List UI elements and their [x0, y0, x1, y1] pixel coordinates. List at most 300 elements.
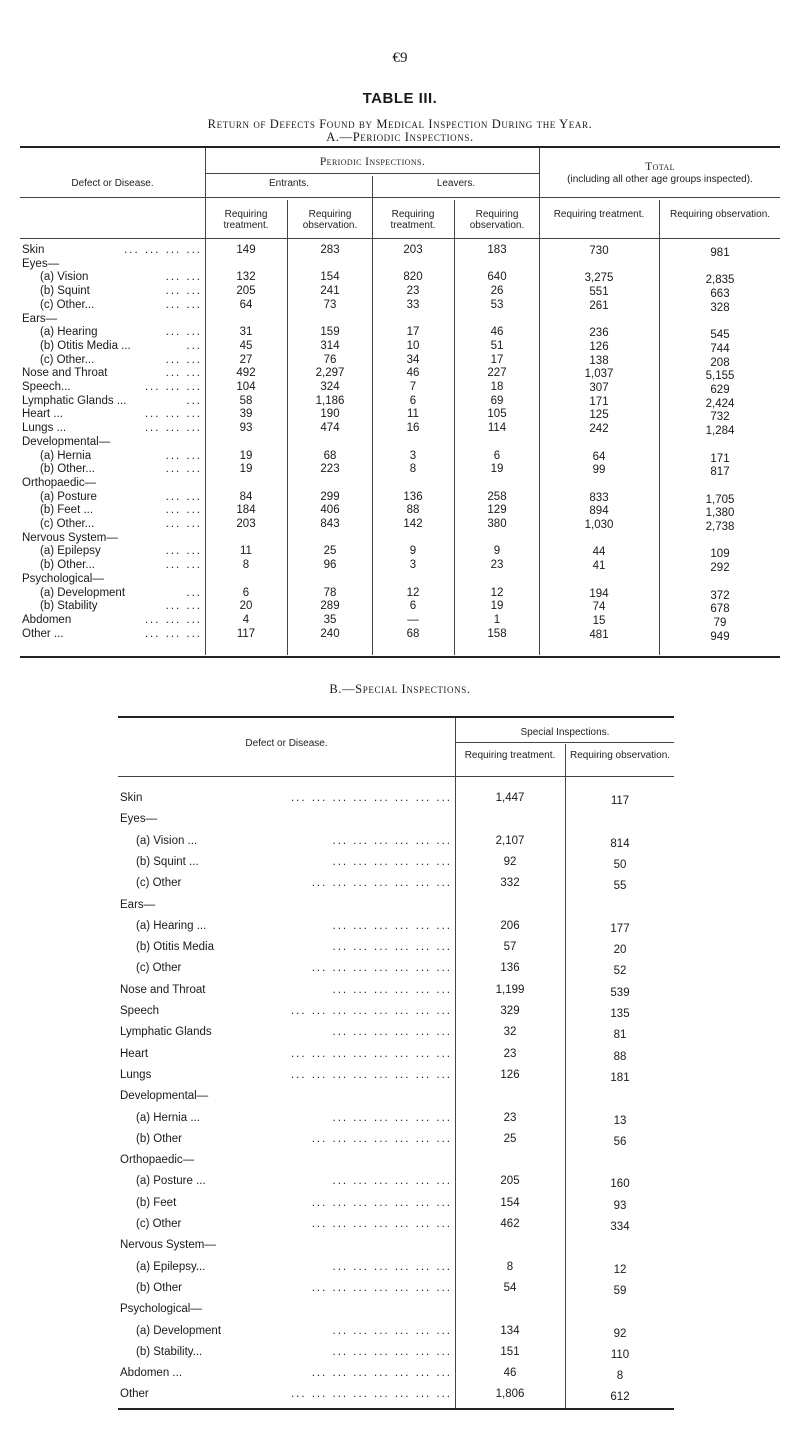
- table-cell: 8: [506, 1260, 514, 1273]
- table-cell: 12: [613, 1263, 627, 1276]
- row-label: (b) Squint ...: [136, 855, 199, 868]
- table-cell: 205: [500, 1175, 520, 1188]
- row-label: Lungs: [120, 1068, 152, 1081]
- row-label: Nervous System—: [120, 1239, 216, 1252]
- table-cell: 41: [592, 560, 606, 573]
- table-cell: 678: [710, 603, 730, 616]
- table-cell: 136: [403, 490, 423, 503]
- table-cell: 1,284: [705, 425, 735, 438]
- table-cell: 34: [406, 353, 420, 366]
- table-cell: 194: [589, 587, 609, 600]
- row-label: Lungs ...: [22, 422, 67, 435]
- table-cell: 261: [589, 299, 609, 312]
- leader-dots: ... ...: [165, 449, 202, 462]
- row-label: (a) Epilepsy...: [136, 1260, 206, 1273]
- table-cell: 44: [592, 546, 606, 559]
- page-number: €9: [392, 50, 408, 66]
- table-cell: 32: [503, 1026, 517, 1039]
- table-cell: 3: [409, 559, 417, 572]
- leader-dots: ... ... ... ... ... ...: [332, 983, 452, 996]
- table-cell: 126: [589, 340, 609, 353]
- table-cell: 6: [493, 449, 501, 462]
- table-cell: 114: [487, 422, 507, 435]
- table-cell: 154: [500, 1196, 520, 1209]
- row-label: Heart ...: [22, 408, 63, 421]
- table-cell: 54: [503, 1281, 517, 1294]
- leavers-header: Leavers.: [436, 178, 476, 189]
- table-cell: 640: [487, 271, 507, 284]
- table-cell: 79: [713, 616, 727, 629]
- a-col2-header: Requiring observation.: [302, 209, 358, 231]
- table-cell: 203: [236, 518, 256, 530]
- leader-dots: ... ... ...: [144, 422, 202, 435]
- table-cell: 81: [613, 1029, 627, 1042]
- table-cell: 15: [592, 614, 606, 627]
- table-cell: 208: [710, 356, 730, 369]
- b-header-bottom-rule: [118, 776, 674, 777]
- section-b-defect-header: Defect or Disease.: [245, 738, 328, 749]
- row-label: (b) Stability...: [136, 1345, 203, 1358]
- row-label: Speech...: [22, 381, 71, 393]
- table-cell: 151: [500, 1345, 520, 1358]
- table-cell: 732: [710, 411, 730, 424]
- table-cell: 2,107: [495, 834, 525, 847]
- row-label: (a) Development: [40, 586, 126, 599]
- table-cell: 406: [320, 504, 340, 517]
- table-cell: 27: [239, 353, 253, 366]
- table-cell: 96: [323, 559, 337, 572]
- leader-dots: ... ...: [165, 600, 202, 613]
- table-cell: —: [407, 613, 419, 626]
- table-cell: 462: [500, 1218, 520, 1230]
- leader-dots: ... ... ...: [144, 613, 202, 626]
- leader-dots: ... ... ...: [144, 408, 202, 421]
- special-header: Special Inspections.: [520, 727, 610, 738]
- table-cell: 19: [239, 449, 253, 462]
- leader-dots: ... ... ... ... ... ... ...: [311, 1367, 452, 1380]
- table-cell: 126: [500, 1068, 520, 1081]
- table-cell: 20: [239, 600, 253, 613]
- table-cell: 3: [409, 449, 417, 462]
- row-label: Psychological—: [22, 572, 104, 585]
- table-cell: 299: [320, 490, 340, 503]
- leader-dots: ... ...: [165, 490, 202, 503]
- table-cell: 19: [490, 463, 504, 476]
- table-cell: 206: [500, 919, 520, 932]
- table-cell: 109: [710, 548, 730, 561]
- table-cell: 324: [320, 381, 340, 393]
- row-label: Psychological—: [120, 1303, 202, 1316]
- leader-dots: ... ... ...: [144, 627, 202, 640]
- row-label: (b) Other...: [40, 559, 95, 572]
- table-cell: 205: [236, 285, 256, 298]
- table-cell: 74: [592, 601, 606, 614]
- row-label: (b) Feet ...: [40, 504, 94, 517]
- row-label: Ears—: [120, 898, 156, 911]
- table-cell: 1,030: [584, 519, 614, 531]
- table-cell: 6: [409, 394, 417, 407]
- table-cell: 92: [503, 855, 517, 868]
- table-cell: 171: [710, 452, 730, 465]
- row-label: (c) Other: [136, 877, 182, 890]
- table-cell: 17: [490, 353, 504, 366]
- table-cell: 227: [487, 367, 507, 380]
- row-label: (c) Other...: [40, 518, 95, 530]
- table-cell: 17: [406, 326, 420, 339]
- table-cell: 283: [320, 244, 340, 256]
- table-cell: 730: [589, 245, 609, 257]
- leader-dots: ... ...: [165, 518, 202, 530]
- table-cell: 329: [500, 1005, 520, 1017]
- leader-dots: ... ... ... ... ... ...: [332, 1111, 452, 1124]
- table-cell: 138: [589, 354, 609, 367]
- table-cell: 35: [323, 613, 337, 626]
- table-cell: 1,037: [584, 368, 614, 381]
- table-cell: 289: [320, 600, 340, 613]
- leader-dots: ... ... ... ... ... ... ...: [311, 1218, 452, 1230]
- leader-dots: ... ...: [165, 559, 202, 572]
- section-b-title: B.—Special Inspections.: [329, 682, 471, 696]
- table-cell: 223: [320, 463, 340, 476]
- row-label: (c) Other: [136, 1218, 182, 1230]
- table-cell: 372: [710, 589, 730, 602]
- table-cell: 78: [323, 586, 337, 599]
- table-cell: 93: [613, 1199, 627, 1212]
- row-label: Lymphatic Glands: [120, 1026, 212, 1039]
- table-cell: 18: [490, 381, 504, 393]
- table-cell: 843: [320, 518, 340, 530]
- leader-dots: ... ... ... ...: [124, 244, 202, 256]
- table-cell: 33: [406, 298, 420, 311]
- table-cell: 380: [487, 518, 507, 530]
- leader-dots: ... ... ... ... ... ...: [332, 1175, 452, 1188]
- leader-dots: ... ...: [165, 367, 202, 380]
- table-cell: 110: [610, 1348, 630, 1361]
- table-cell: 52: [613, 965, 627, 978]
- table-cell: 183: [487, 244, 507, 256]
- table-cell: 99: [592, 464, 606, 477]
- table-cell: 64: [592, 450, 606, 463]
- table-cell: 46: [406, 367, 420, 380]
- table-cell: 76: [323, 353, 337, 366]
- table-cell: 10: [406, 339, 420, 352]
- table-cell: 51: [490, 339, 504, 352]
- row-label: Orthopaedic—: [120, 1154, 195, 1167]
- table-title: TABLE III.: [362, 90, 438, 107]
- row-label: Other: [120, 1388, 149, 1401]
- table-cell: 240: [320, 627, 340, 640]
- table-cell: 171: [589, 395, 609, 408]
- table-cell: 88: [406, 504, 420, 517]
- table-cell: 19: [490, 600, 504, 613]
- table-cell: 57: [503, 941, 517, 954]
- row-label: (b) Feet: [136, 1196, 177, 1209]
- a-col5-header: Requiring treatment.: [553, 209, 645, 220]
- section-b-bottom-rule: [118, 1408, 674, 1410]
- total-header: Total: [645, 161, 675, 173]
- table-cell: 9: [409, 545, 417, 558]
- table-cell: 92: [613, 1327, 627, 1340]
- row-label: Developmental—: [120, 1090, 209, 1103]
- table-cell: 25: [503, 1132, 517, 1145]
- periodic-header: Periodic Inspections.: [319, 156, 426, 168]
- b-col2-header: Requiring observation.: [569, 750, 671, 761]
- leader-dots: ... ... ... ... ... ... ... ...: [290, 1047, 452, 1060]
- leader-dots: ... ...: [165, 463, 202, 476]
- row-label: (b) Other: [136, 1132, 183, 1145]
- row-label: (a) Vision: [40, 271, 89, 284]
- table-cell: 58: [239, 394, 253, 407]
- table-cell: 154: [320, 271, 340, 284]
- a-col4-header: Requiring observation.: [469, 209, 525, 231]
- table-cell: 55: [613, 880, 627, 893]
- table-cell: 3,275: [584, 272, 614, 285]
- leader-dots: ... ... ... ... ... ... ... ...: [290, 1068, 452, 1081]
- table-cell: 84: [239, 490, 253, 503]
- row-label: Abdomen: [22, 613, 72, 626]
- table-cell: 474: [320, 422, 340, 435]
- leader-dots: ...: [186, 586, 202, 599]
- periodic-underline: [206, 173, 539, 174]
- row-label: Eyes—: [120, 813, 158, 826]
- table-cell: 53: [490, 298, 504, 311]
- row-label: Orthopaedic—: [22, 476, 97, 489]
- table-cell: 545: [710, 329, 730, 342]
- table-cell: 551: [589, 286, 609, 299]
- table-cell: 663: [710, 288, 730, 301]
- leader-dots: ... ...: [165, 545, 202, 558]
- leader-dots: ... ... ... ... ... ...: [332, 1260, 452, 1273]
- leader-dots: ... ... ... ... ... ... ...: [311, 1132, 452, 1145]
- leader-dots: ... ... ... ... ... ...: [332, 1345, 452, 1358]
- table-cell: 203: [403, 244, 423, 256]
- table-cell: 177: [610, 922, 630, 935]
- table-cell: 307: [589, 382, 609, 394]
- a-col6-header: Requiring observation.: [669, 209, 771, 220]
- table-cell: 142: [403, 518, 423, 530]
- header-divider: [20, 197, 780, 198]
- leader-dots: ... ...: [165, 353, 202, 366]
- table-cell: 539: [610, 986, 630, 999]
- table-cell: 7: [409, 381, 417, 393]
- table-cell: 894: [589, 505, 609, 518]
- table-cell: 149: [236, 244, 256, 256]
- table-cell: 19: [239, 463, 253, 476]
- row-label: (b) Other: [136, 1281, 183, 1294]
- row-label: (a) Epilepsy: [40, 545, 101, 558]
- row-label: (c) Other: [136, 962, 182, 975]
- table-cell: 332: [500, 877, 520, 890]
- table-cell: 73: [323, 298, 337, 311]
- b-col1-header: Requiring treatment.: [464, 750, 556, 761]
- row-label: (c) Other...: [40, 353, 95, 366]
- row-label: Nose and Throat: [22, 367, 108, 380]
- table-cell: 93: [239, 422, 253, 435]
- table-cell: 39: [239, 408, 253, 421]
- table-cell: 159: [320, 326, 340, 339]
- table-cell: 6: [409, 600, 417, 613]
- b-vline-1: [455, 718, 456, 1408]
- table-cell: 129: [487, 504, 507, 517]
- row-label: Skin: [120, 792, 143, 804]
- table-cell: 12: [406, 586, 420, 599]
- row-label: Heart: [120, 1047, 149, 1060]
- special-underline: [456, 742, 674, 743]
- table-cell: 20: [613, 944, 627, 957]
- leader-dots: ... ... ... ... ... ... ...: [311, 877, 452, 890]
- table-cell: 23: [503, 1111, 517, 1124]
- row-label: Skin: [22, 244, 45, 256]
- table-cell: 1,199: [495, 983, 525, 996]
- table-cell: 23: [503, 1047, 517, 1060]
- table-cell: 132: [236, 271, 256, 284]
- row-label: (b) Otitis Media ...: [40, 339, 131, 352]
- leader-dots: ... ... ... ... ... ... ...: [311, 1281, 452, 1294]
- table-cell: 2,424: [705, 397, 735, 410]
- leader-dots: ... ... ... ... ... ... ...: [311, 962, 452, 975]
- table-cell: 181: [610, 1071, 630, 1084]
- table-cell: 117: [610, 795, 630, 807]
- row-label: (b) Other...: [40, 463, 95, 476]
- leader-dots: ... ...: [165, 504, 202, 517]
- table-cell: 68: [323, 449, 337, 462]
- table-cell: 64: [239, 298, 253, 311]
- row-label: (b) Squint: [40, 285, 90, 298]
- table-cell: 1,186: [315, 394, 345, 407]
- leader-dots: ... ...: [165, 326, 202, 339]
- table-cell: 105: [487, 408, 507, 421]
- table-cell: 9: [493, 545, 501, 558]
- leader-dots: ...: [186, 339, 202, 352]
- table-cell: 1,705: [705, 493, 735, 506]
- table-cell: 814: [610, 837, 630, 850]
- header-bottom-rule: [20, 238, 780, 239]
- table-cell: 629: [710, 384, 730, 396]
- table-cell: 8: [409, 463, 417, 476]
- table-cell: 2,297: [315, 367, 345, 380]
- table-cell: 241: [320, 285, 340, 298]
- table-cell: 134: [500, 1324, 520, 1337]
- table-cell: 59: [613, 1284, 627, 1297]
- section-a-bottom-rule: [20, 656, 780, 658]
- table-cell: 334: [610, 1221, 630, 1233]
- row-label: (a) Vision ...: [136, 834, 198, 847]
- table-cell: 125: [589, 409, 609, 422]
- table-cell: 1: [493, 613, 501, 626]
- row-label: (a) Hernia ...: [136, 1111, 200, 1124]
- row-label: (a) Hearing: [40, 326, 98, 339]
- table-cell: 328: [710, 301, 730, 314]
- row-label: Eyes—: [22, 257, 60, 270]
- row-label: (a) Posture: [40, 490, 97, 503]
- row-label: (c) Other...: [40, 298, 95, 311]
- table-cell: 820: [403, 271, 423, 284]
- table-cell: 46: [503, 1367, 517, 1380]
- report-heading: Return of Defects Found by Medical Inspection During the Year.: [207, 117, 593, 131]
- table-cell: 56: [613, 1135, 627, 1148]
- row-label: Nervous System—: [22, 531, 118, 544]
- table-cell: 135: [610, 1008, 630, 1020]
- row-label: Other ...: [22, 627, 64, 640]
- leader-dots: ... ... ... ... ... ... ... ...: [290, 1005, 452, 1017]
- table-cell: 190: [320, 408, 340, 421]
- table-cell: 981: [710, 247, 730, 259]
- table-cell: 13: [613, 1114, 627, 1127]
- row-label: Nose and Throat: [120, 983, 206, 996]
- leader-dots: ... ...: [165, 271, 202, 284]
- table-cell: 160: [610, 1178, 630, 1191]
- leader-dots: ...: [186, 394, 202, 407]
- table-cell: 949: [710, 630, 730, 643]
- total-note: (including all other age groups inspected).: [567, 174, 753, 185]
- table-cell: 69: [490, 394, 504, 407]
- leader-dots: ... ... ... ... ... ...: [332, 1026, 452, 1039]
- table-cell: 612: [610, 1391, 630, 1404]
- table-cell: 5,155: [705, 370, 735, 383]
- leader-dots: ... ... ...: [144, 381, 202, 393]
- leader-dots: ... ... ... ... ... ...: [332, 855, 452, 868]
- row-label: (a) Hearing ...: [136, 919, 207, 932]
- table-cell: 8: [242, 559, 250, 572]
- row-label: Developmental—: [22, 435, 111, 448]
- table-cell: 117: [236, 627, 256, 640]
- table-cell: 1,447: [495, 792, 525, 804]
- table-cell: 258: [487, 490, 507, 503]
- row-label: Speech: [120, 1005, 160, 1017]
- table-cell: 12: [490, 586, 504, 599]
- table-cell: 481: [589, 628, 609, 641]
- leader-dots: ... ... ... ... ... ... ...: [311, 1196, 452, 1209]
- table-cell: 8: [616, 1370, 624, 1383]
- row-label: Lymphatic Glands ...: [22, 394, 127, 407]
- leader-dots: ... ... ... ... ... ...: [332, 1324, 452, 1337]
- section-b-top-rule: [118, 716, 674, 718]
- section-a-title: A.—Periodic Inspections.: [326, 130, 474, 144]
- table-cell: 68: [406, 627, 420, 640]
- section-a-defect-header: Defect or Disease.: [71, 178, 154, 189]
- table-cell: 31: [239, 326, 253, 339]
- row-label: Abdomen ...: [120, 1367, 183, 1380]
- leader-dots: ... ... ... ... ... ... ... ...: [290, 1388, 452, 1401]
- table-cell: 292: [710, 562, 730, 575]
- row-label: (a) Hernia: [40, 449, 92, 462]
- table-cell: 744: [710, 342, 730, 355]
- table-cell: 158: [487, 627, 507, 640]
- leader-dots: ... ... ... ... ... ...: [332, 834, 452, 847]
- entrants-header: Entrants.: [268, 178, 310, 189]
- table-cell: 184: [236, 504, 256, 517]
- table-cell: 46: [490, 326, 504, 339]
- section-a-top-rule: [20, 146, 780, 148]
- a-col3-header: Requiring treatment.: [390, 209, 436, 231]
- row-label: (a) Development: [136, 1324, 222, 1337]
- table-cell: 11: [240, 545, 252, 558]
- table-cell: 492: [236, 367, 256, 380]
- table-cell: 45: [239, 339, 253, 352]
- table-cell: 6: [242, 586, 250, 599]
- table-cell: 11: [407, 408, 419, 421]
- table-cell: 23: [490, 559, 504, 572]
- leader-dots: ... ... ... ... ... ...: [332, 919, 452, 932]
- row-label: (a) Posture ...: [136, 1175, 206, 1188]
- leader-dots: ... ...: [165, 285, 202, 298]
- table-cell: 25: [323, 545, 337, 558]
- a-col1-header: Requiring treatment.: [223, 209, 269, 231]
- table-cell: 817: [710, 466, 730, 479]
- leader-dots: ... ... ... ... ... ...: [332, 941, 452, 954]
- table-cell: 50: [613, 858, 627, 871]
- table-cell: 236: [589, 327, 609, 340]
